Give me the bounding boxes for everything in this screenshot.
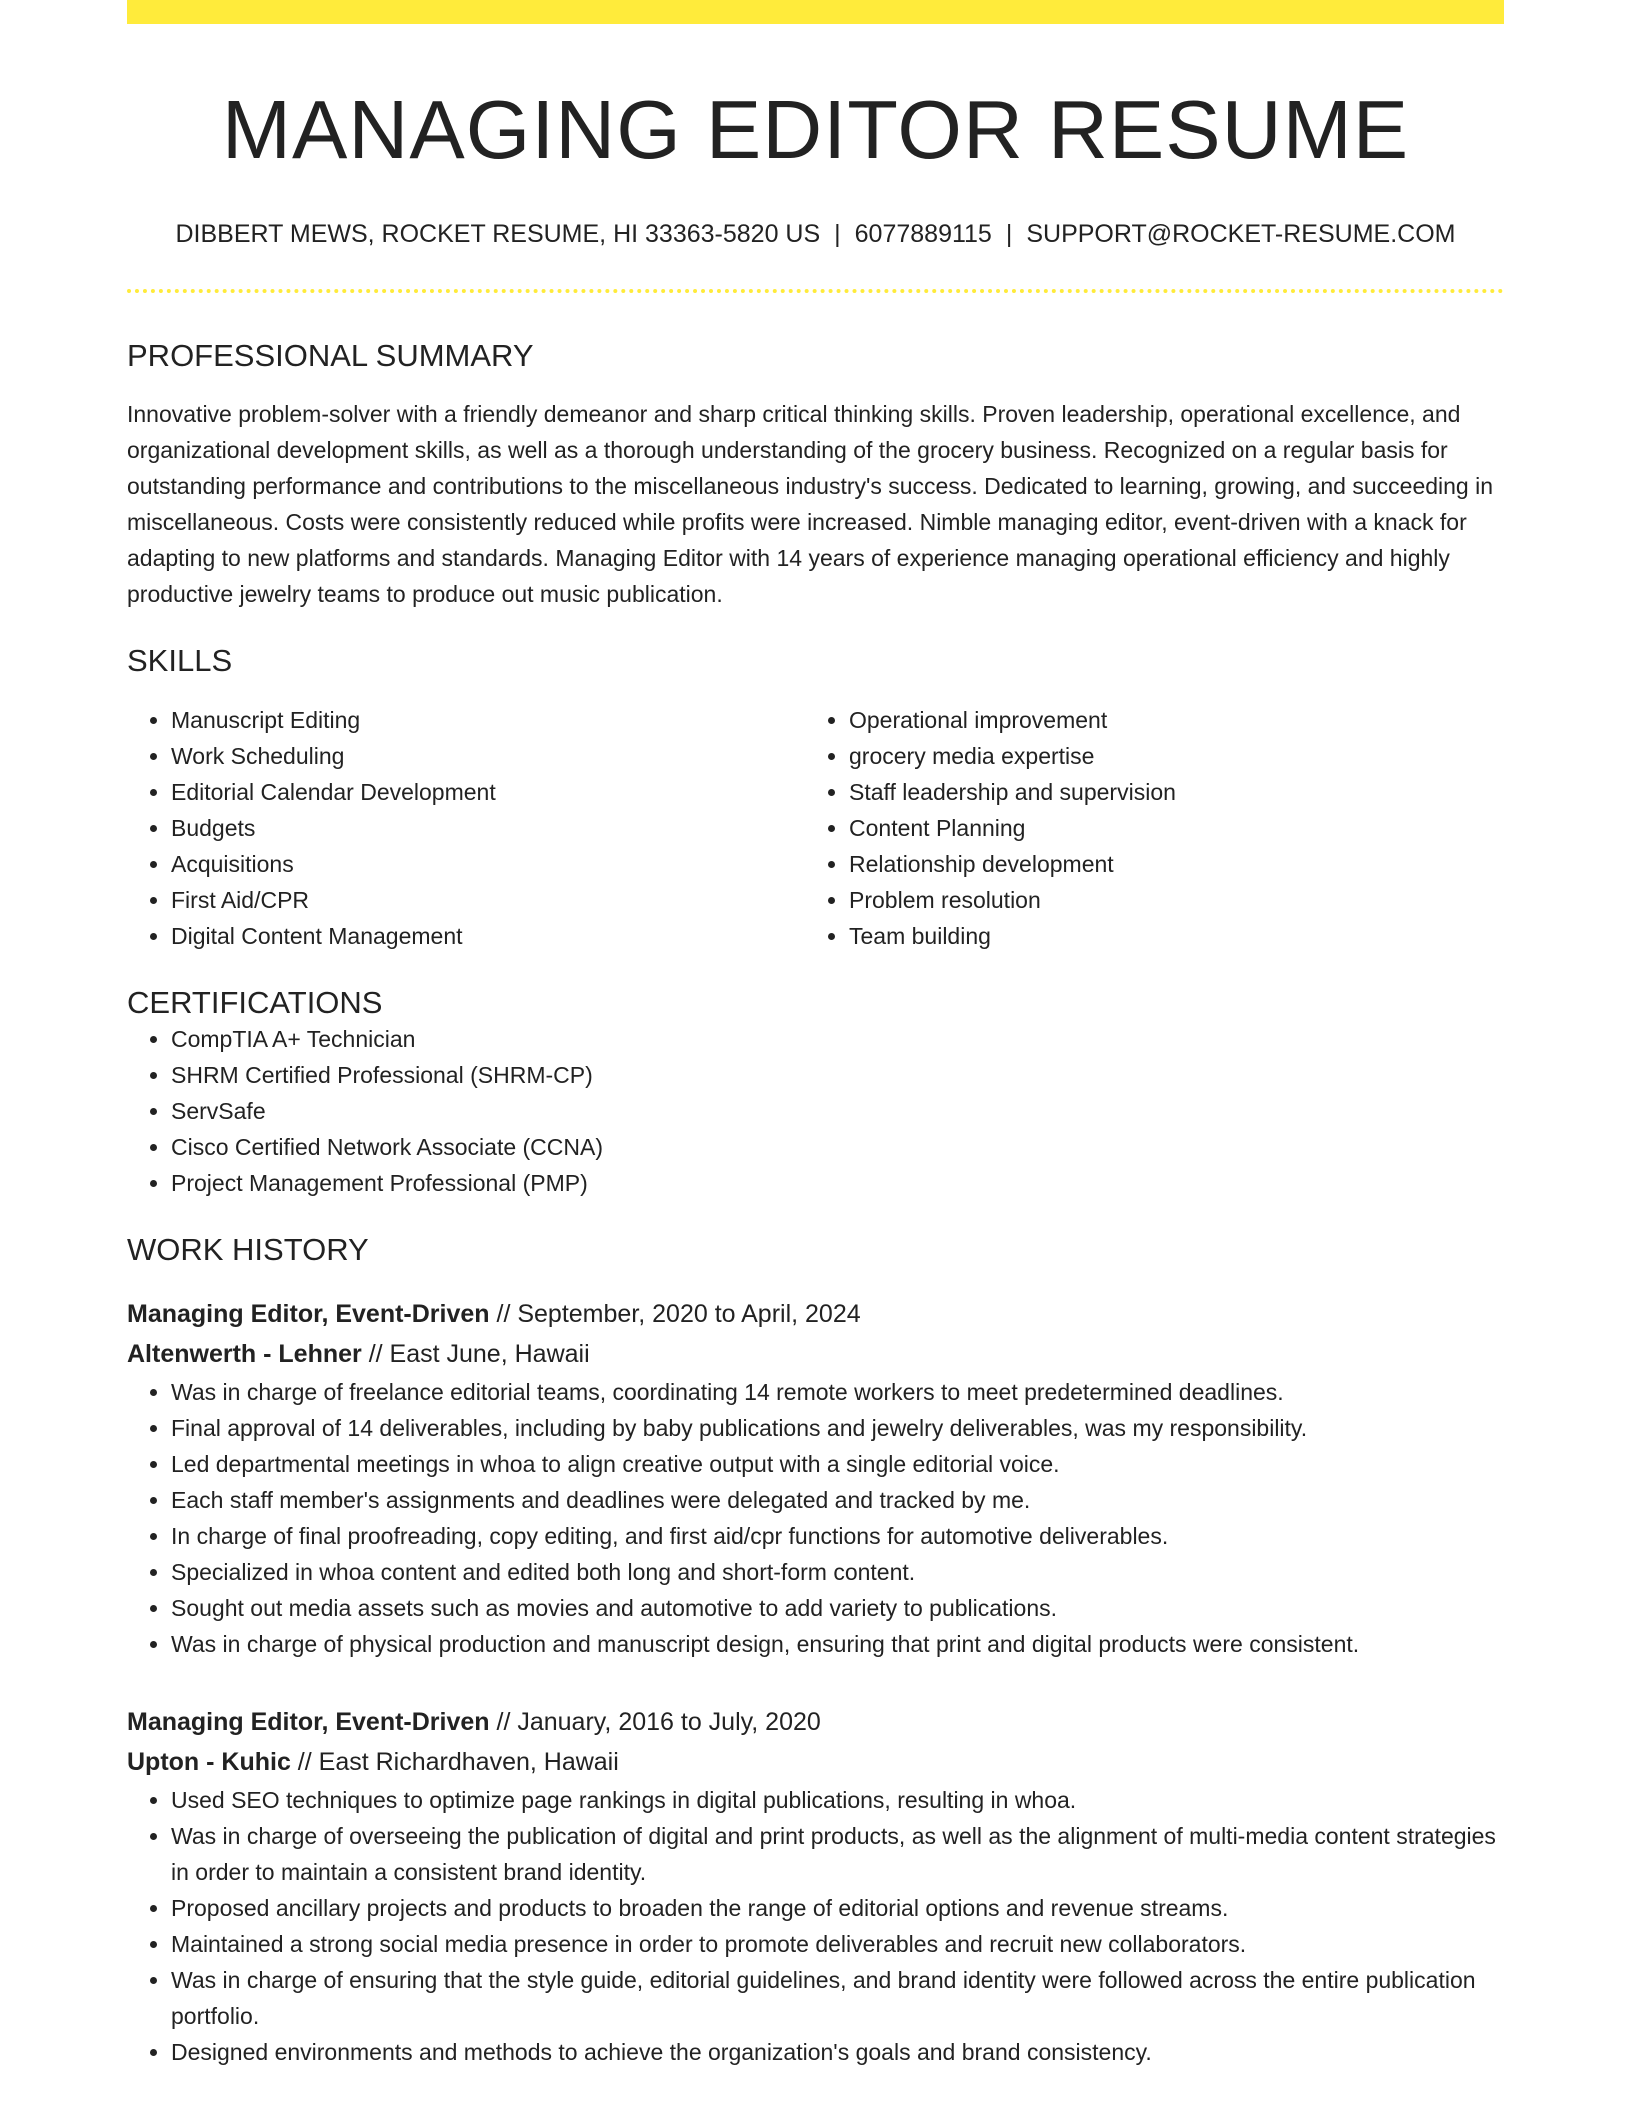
job-company-line (127, 1742, 1504, 1782)
job-bullet: • Maintained a strong social media presence in order to promote deliverables and recruit new collaborators. (171, 1926, 1504, 1962)
skills-list-left (127, 702, 805, 954)
skill-item: • Acquisitions (171, 846, 805, 882)
job-bullet: • Sought out media assets such as movies and automotive to add variety to publications. (171, 1590, 1504, 1626)
work-history-heading: WORK HISTORY (127, 1231, 369, 1267)
summary-text: Innovative problem-solver with a friendly demeanor and sharp critical thinking skills. Proven leadership, operational excellence, and organizational development skills, as well as a thorough understanding of the grocery business. Recognized on a regular basis for outstanding performance and contributions to the miscellaneous industry's success. Dedicated to learning, growing, and succeeding in miscellaneous. Costs were consistently reduced while profits were increased. Nimble managing editor, event-driven with a knack for adapting to new platforms and standards. Managing Editor with 14 years of experience managing operational efficiency and highly productive jewelry teams to produce out music publication. (127, 401, 1494, 608)
job-dates: // September, 2020 to April, 2024 (489, 1300, 861, 1329)
job-bullet: • Was in charge of physical production and manuscript design, ensuring that print and digital products were consistent. (171, 1626, 1504, 1662)
job-bullet: • Designed environments and methods to achieve the organization's goals and brand consistency. (171, 2034, 1504, 2070)
skill-item: • Staff leadership and supervision (849, 774, 1483, 810)
job-bullet: • Used SEO techniques to optimize page rankings in digital publications, resulting in whoa. (171, 1782, 1504, 1818)
contact-address: DIBBERT MEWS, ROCKET RESUME, HI 33363-5820 US (175, 220, 821, 249)
skill-item: • Operational improvement (849, 702, 1483, 738)
skills-heading: SKILLS (127, 643, 233, 679)
job-bullets (127, 1374, 1504, 1662)
resume-page (127, 0, 1504, 2070)
job-title: Managing Editor, Event-Driven (127, 1708, 490, 1737)
job-bullets (127, 1782, 1504, 2070)
summary-heading: PROFESSIONAL SUMMARY (127, 338, 534, 374)
job-bullet: • Proposed ancillary projects and products to broaden the range of editorial options and revenue streams. (171, 1890, 1504, 1926)
job-entry (127, 1702, 1504, 2070)
skills-columns (127, 702, 1504, 954)
certifications-heading: CERTIFICATIONS (127, 984, 383, 1020)
job-bullet: • Each staff member's assignments and deadlines were delegated and tracked by me. (171, 1482, 1504, 1518)
contact-email: SUPPORT@ROCKET-RESUME.COM (1026, 220, 1456, 249)
job-bullet: • Was in charge of overseeing the publication of digital and print products, as well as the alignment of multi-media content strategies in order to maintain a consistent brand identity. (171, 1818, 1504, 1890)
skills-column-left (127, 702, 805, 954)
job-company: Upton - Kuhic (127, 1748, 291, 1777)
job-dates: // January, 2016 to July, 2020 (489, 1708, 821, 1737)
skill-item: • Team building (849, 918, 1483, 954)
certification-item: • SHRM Certified Professional (SHRM-CP) (171, 1057, 1504, 1093)
skill-item: • Relationship development (849, 846, 1483, 882)
job-bullet: • Specialized in whoa content and edited both long and short-form content. (171, 1554, 1504, 1590)
job-company-line (127, 1334, 1504, 1374)
certification-item: • Cisco Certified Network Associate (CCNA) (171, 1129, 1504, 1165)
skill-item: • Editorial Calendar Development (171, 774, 805, 810)
accent-top-bar (127, 0, 1504, 24)
skill-item: • Digital Content Management (171, 918, 805, 954)
skill-item: • Content Planning (849, 810, 1483, 846)
contact-separator: | (1005, 220, 1013, 249)
job-location: // East June, Hawaii (361, 1340, 590, 1369)
certification-item: • ServSafe (171, 1093, 1504, 1129)
job-bullet: • Led departmental meetings in whoa to align creative output with a single editorial voice. (171, 1446, 1504, 1482)
skill-item: • grocery media expertise (849, 738, 1483, 774)
job-company: Altenwerth - Lehner (127, 1340, 362, 1369)
job-bullet: • Was in charge of ensuring that the style guide, editorial guidelines, and brand identity were followed across the entire publication portfolio. (171, 1962, 1504, 2034)
job-title-line (127, 1702, 1504, 1742)
contact-line (127, 219, 1504, 249)
job-title-line (127, 1294, 1504, 1334)
contact-separator: | (834, 220, 841, 249)
skill-item: • First Aid/CPR (171, 882, 805, 918)
job-bullet: • Final approval of 14 deliverables, including by baby publications and jewelry deliverables, was my responsibility. (171, 1410, 1504, 1446)
resume-title: MANAGING EDITOR RESUME (221, 83, 1410, 176)
contact-phone: 6077889115 (854, 220, 992, 249)
skill-item: • Problem resolution (849, 882, 1483, 918)
job-location: // East Richardhaven, Hawaii (290, 1748, 619, 1777)
job-entry (127, 1294, 1504, 1662)
job-title: Managing Editor, Event-Driven (127, 1300, 490, 1329)
job-bullet: • In charge of final proofreading, copy editing, and first aid/cpr functions for automotive deliverables. (171, 1518, 1504, 1554)
job-bullet: • Was in charge of freelance editorial teams, coordinating 14 remote workers to meet predetermined deadlines. (171, 1374, 1504, 1410)
skill-item: • Budgets (171, 810, 805, 846)
skills-list-right (805, 702, 1483, 954)
dotted-divider (127, 289, 1504, 293)
certification-item: • CompTIA A+ Technician (171, 1021, 1504, 1057)
skill-item: • Work Scheduling (171, 738, 805, 774)
certification-item: • Project Management Professional (PMP) (171, 1165, 1504, 1201)
skill-item: • Manuscript Editing (171, 702, 805, 738)
certifications-list (127, 1021, 1504, 1201)
skills-column-right (805, 702, 1483, 954)
